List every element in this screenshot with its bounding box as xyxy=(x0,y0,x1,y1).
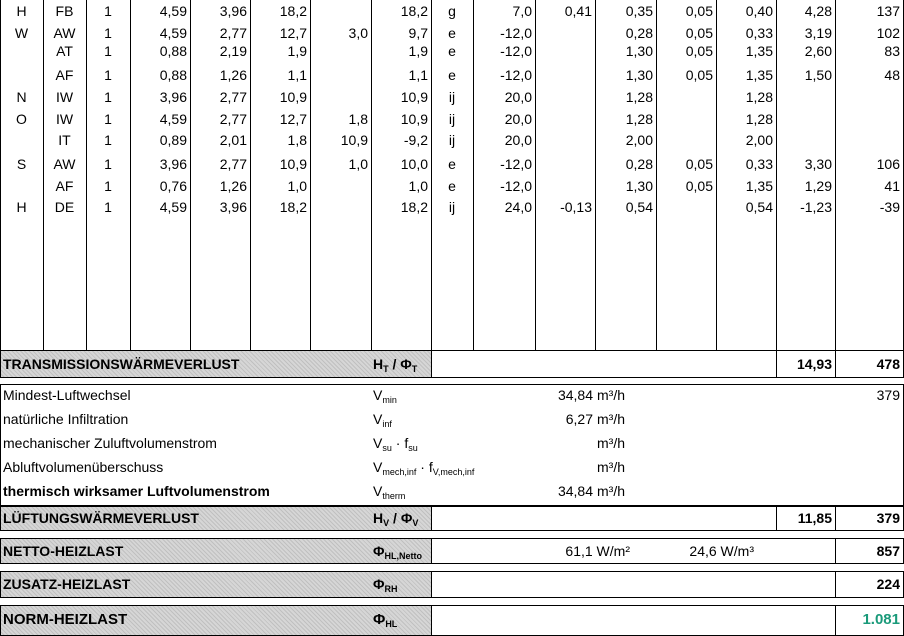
norm-phi-value: 1.081 xyxy=(862,611,900,628)
cell-b: 2,77 xyxy=(219,25,247,41)
cell-a: 4,59 xyxy=(159,111,187,127)
ventilation-unit: m³/h xyxy=(597,411,625,427)
cell-h: -1,23 xyxy=(800,199,832,215)
cell-t: e xyxy=(448,43,456,59)
cell-n: 1 xyxy=(104,111,112,127)
cell-dir: H xyxy=(16,199,27,215)
lueftung-h-value: 11,85 xyxy=(797,510,832,526)
ventilation-symbol: $V_{inf}$ xyxy=(373,411,392,429)
ventilation-symbol: $V_{therm}$ xyxy=(373,483,406,501)
transmission-blank-cell xyxy=(431,350,777,378)
cell-temp: 7,0 xyxy=(512,3,532,19)
cell-c: 1,8 xyxy=(287,132,307,148)
norm-label: NORM-HEIZLAST xyxy=(3,611,128,628)
ventilation-label: natürliche Infiltration xyxy=(3,411,129,427)
ventilation-value: 6,27 xyxy=(565,411,593,427)
cell-d: 1,0 xyxy=(348,156,368,172)
cell-a: 0,89 xyxy=(159,132,187,148)
cell-ueq: 1,28 xyxy=(745,89,773,105)
ventilation-label: Mindest-Luftwechsel xyxy=(3,387,131,403)
ventilation-label: mechanischer Zuluftvolumenstrom xyxy=(3,435,217,451)
cell-code: DE xyxy=(54,199,75,215)
cell-code: IW xyxy=(55,89,74,105)
cell-ueq: 0,33 xyxy=(745,25,773,41)
netto-symbol: $\Phi_{HL,Netto}$ xyxy=(373,543,422,561)
ventilation-symbol: $V_{min}$ xyxy=(373,387,397,405)
cell-b: 3,96 xyxy=(219,3,247,19)
netto-volume-value: 24,6 W/m³ xyxy=(689,543,754,559)
cell-h: 1,50 xyxy=(804,67,832,83)
cell-b: 1,26 xyxy=(219,178,247,194)
cell-code: AF xyxy=(55,178,74,194)
cell-u: 0,28 xyxy=(625,25,653,41)
cell-n: 1 xyxy=(104,89,112,105)
cell-code: FB xyxy=(55,3,74,19)
cell-e: 1,1 xyxy=(408,67,428,83)
cell-ueq: 0,40 xyxy=(745,3,773,19)
cell-phi: 41 xyxy=(884,178,900,194)
cell-t: ij xyxy=(448,132,456,148)
lueftung-phi-value: 379 xyxy=(876,510,900,526)
cell-u: 2,00 xyxy=(625,132,653,148)
netto-label: NETTO-HEIZLAST xyxy=(3,543,124,559)
cell-b: 2,01 xyxy=(219,132,247,148)
cell-h: 2,60 xyxy=(804,43,832,59)
cell-c: 1,1 xyxy=(287,67,307,83)
cell-t: ij xyxy=(448,199,456,215)
cell-dir: H xyxy=(16,3,27,19)
cell-h: 1,29 xyxy=(804,178,832,194)
cell-u: 0,54 xyxy=(625,199,653,215)
cell-f: 0,41 xyxy=(564,3,592,19)
cell-f: -0,13 xyxy=(560,199,592,215)
cell-u: 1,28 xyxy=(625,89,653,105)
cell-a: 4,59 xyxy=(159,3,187,19)
netto-phi-value: 857 xyxy=(876,543,900,559)
cell-h: 3,30 xyxy=(804,156,832,172)
cell-t: g xyxy=(448,3,456,19)
cell-e: 1,9 xyxy=(408,43,428,59)
cell-a: 0,88 xyxy=(159,43,187,59)
cell-temp: -12,0 xyxy=(500,67,532,83)
cell-b: 1,26 xyxy=(219,67,247,83)
cell-d: 1,8 xyxy=(348,111,368,127)
zusatz-phi-value: 224 xyxy=(876,576,900,592)
cell-u: 1,30 xyxy=(625,67,653,83)
cell-phi: 83 xyxy=(884,43,900,59)
cell-t: ij xyxy=(448,111,456,127)
cell-c: 1,0 xyxy=(287,178,307,194)
transmission-h-value: 14,93 xyxy=(796,356,832,372)
cell-n: 1 xyxy=(104,3,112,19)
cell-c: 10,9 xyxy=(279,156,307,172)
cell-e: 1,0 xyxy=(408,178,428,194)
ventilation-unit: m³/h xyxy=(597,459,625,475)
cell-e: 18,2 xyxy=(400,199,428,215)
cell-d: 10,9 xyxy=(340,132,368,148)
cell-t: e xyxy=(448,156,456,172)
lueftung-blank-cell xyxy=(431,506,777,531)
cell-ueq: 0,54 xyxy=(745,199,773,215)
cell-e: 10,0 xyxy=(400,156,428,172)
cell-ueq: 1,35 xyxy=(745,178,773,194)
cell-n: 1 xyxy=(104,156,112,172)
cell-e: 9,7 xyxy=(408,25,428,41)
cell-t: e xyxy=(448,25,456,41)
cell-e: -9,2 xyxy=(403,132,428,148)
zusatz-symbol: $\Phi_{RH}$ xyxy=(373,576,398,594)
cell-c: 1,9 xyxy=(287,43,307,59)
zusatz-blank-cell xyxy=(431,571,836,598)
cell-b: 2,77 xyxy=(219,111,247,127)
cell-ueq: 1,35 xyxy=(745,67,773,83)
cell-temp: -12,0 xyxy=(500,43,532,59)
ventilation-unit: m³/h xyxy=(597,387,625,403)
cell-code: AW xyxy=(53,25,76,41)
ventilation-unit: m³/h xyxy=(597,483,625,499)
norm-blank-cell xyxy=(431,605,836,636)
netto-area-value: 61,1 W/m² xyxy=(565,543,630,559)
ventilation-symbol: $V_{su} \cdot f_{su}$ xyxy=(373,435,418,453)
cell-dir: O xyxy=(16,111,27,127)
cell-temp: 24,0 xyxy=(504,199,532,215)
cell-ueq: 1,28 xyxy=(745,111,773,127)
zusatz-label: ZUSATZ-HEIZLAST xyxy=(3,576,131,592)
cell-b: 2,19 xyxy=(219,43,247,59)
netto-values-cell xyxy=(431,538,836,564)
cell-code: IT xyxy=(58,132,71,148)
cell-dU: 0,05 xyxy=(685,178,713,194)
transmission-label: TRANSMISSIONSWÄRMEVERLUST xyxy=(3,356,240,372)
cell-ueq: 2,00 xyxy=(745,132,773,148)
cell-temp: -12,0 xyxy=(500,25,532,41)
cell-a: 4,59 xyxy=(159,25,187,41)
cell-dir: S xyxy=(16,156,27,172)
ventilation-value: 34,84 xyxy=(557,483,593,499)
cell-h: 4,28 xyxy=(804,3,832,19)
cell-c: 12,7 xyxy=(279,111,307,127)
cell-ueq: 0,33 xyxy=(745,156,773,172)
cell-dU: 0,05 xyxy=(685,67,713,83)
cell-dU: 0,05 xyxy=(685,43,713,59)
cell-code: IW xyxy=(55,111,74,127)
cell-n: 1 xyxy=(104,67,112,83)
cell-dir: N xyxy=(16,89,27,105)
cell-temp: 20,0 xyxy=(504,132,532,148)
cell-n: 1 xyxy=(104,43,112,59)
cell-u: 0,35 xyxy=(625,3,653,19)
cell-e: 18,2 xyxy=(400,3,428,19)
cell-n: 1 xyxy=(104,199,112,215)
cell-a: 3,96 xyxy=(159,156,187,172)
cell-d: 3,0 xyxy=(348,25,368,41)
ventilation-symbol: $V_{mech,inf} \cdot f_{V,mech,inf}$ xyxy=(373,459,475,477)
cell-h: 3,19 xyxy=(804,25,832,41)
cell-t: ij xyxy=(448,89,456,105)
lueftung-symbol: $H_V / \Phi_V$ xyxy=(373,510,419,528)
cell-temp: 20,0 xyxy=(504,89,532,105)
cell-c: 10,9 xyxy=(279,89,307,105)
cell-e: 10,9 xyxy=(400,89,428,105)
cell-ueq: 1,35 xyxy=(745,43,773,59)
cell-code: AT xyxy=(56,43,73,59)
lueftung-label: LÜFTUNGSWÄRMEVERLUST xyxy=(3,510,199,526)
ventilation-label: thermisch wirksamer Luftvolumenstrom xyxy=(3,483,270,499)
cell-c: 18,2 xyxy=(279,199,307,215)
cell-dir: W xyxy=(14,25,29,41)
cell-temp: 20,0 xyxy=(504,111,532,127)
cell-b: 2,77 xyxy=(219,156,247,172)
cell-phi: 137 xyxy=(876,3,900,19)
cell-b: 2,77 xyxy=(219,89,247,105)
cell-n: 1 xyxy=(104,25,112,41)
cell-a: 4,59 xyxy=(159,199,187,215)
cell-phi: 102 xyxy=(876,25,900,41)
cell-c: 12,7 xyxy=(279,25,307,41)
cell-n: 1 xyxy=(104,132,112,148)
cell-u: 0,28 xyxy=(625,156,653,172)
cell-b: 3,96 xyxy=(219,199,247,215)
ventilation-unit: m³/h xyxy=(597,435,625,451)
norm-symbol: $\Phi_{HL}$ xyxy=(373,611,398,629)
ventilation-label: Abluftvolumenüberschuss xyxy=(3,459,164,475)
cell-u: 1,28 xyxy=(625,111,653,127)
cell-e: 10,9 xyxy=(400,111,428,127)
cell-n: 1 xyxy=(104,178,112,194)
cell-dU: 0,05 xyxy=(685,25,713,41)
cell-t: e xyxy=(448,67,456,83)
ventilation-value: 34,84 xyxy=(557,387,593,403)
cell-a: 0,88 xyxy=(159,67,187,83)
cell-temp: -12,0 xyxy=(500,178,532,194)
cell-code: AW xyxy=(53,156,76,172)
cell-u: 1,30 xyxy=(625,178,653,194)
cell-a: 3,96 xyxy=(159,89,187,105)
ventilation-phi-value: 379 xyxy=(876,387,900,403)
cell-c: 18,2 xyxy=(279,3,307,19)
transmission-symbol: $H_T / \Phi_T$ xyxy=(373,356,418,374)
transmission-phi-value: 478 xyxy=(876,356,900,372)
cell-dU: 0,05 xyxy=(685,3,713,19)
cell-temp: -12,0 xyxy=(500,156,532,172)
cell-t: e xyxy=(448,178,456,194)
cell-a: 0,76 xyxy=(159,178,187,194)
cell-code: AF xyxy=(55,67,74,83)
cell-phi: -39 xyxy=(879,199,900,215)
cell-dU: 0,05 xyxy=(685,156,713,172)
cell-phi: 106 xyxy=(876,156,900,172)
cell-u: 1,30 xyxy=(625,43,653,59)
cell-phi: 48 xyxy=(884,67,900,83)
